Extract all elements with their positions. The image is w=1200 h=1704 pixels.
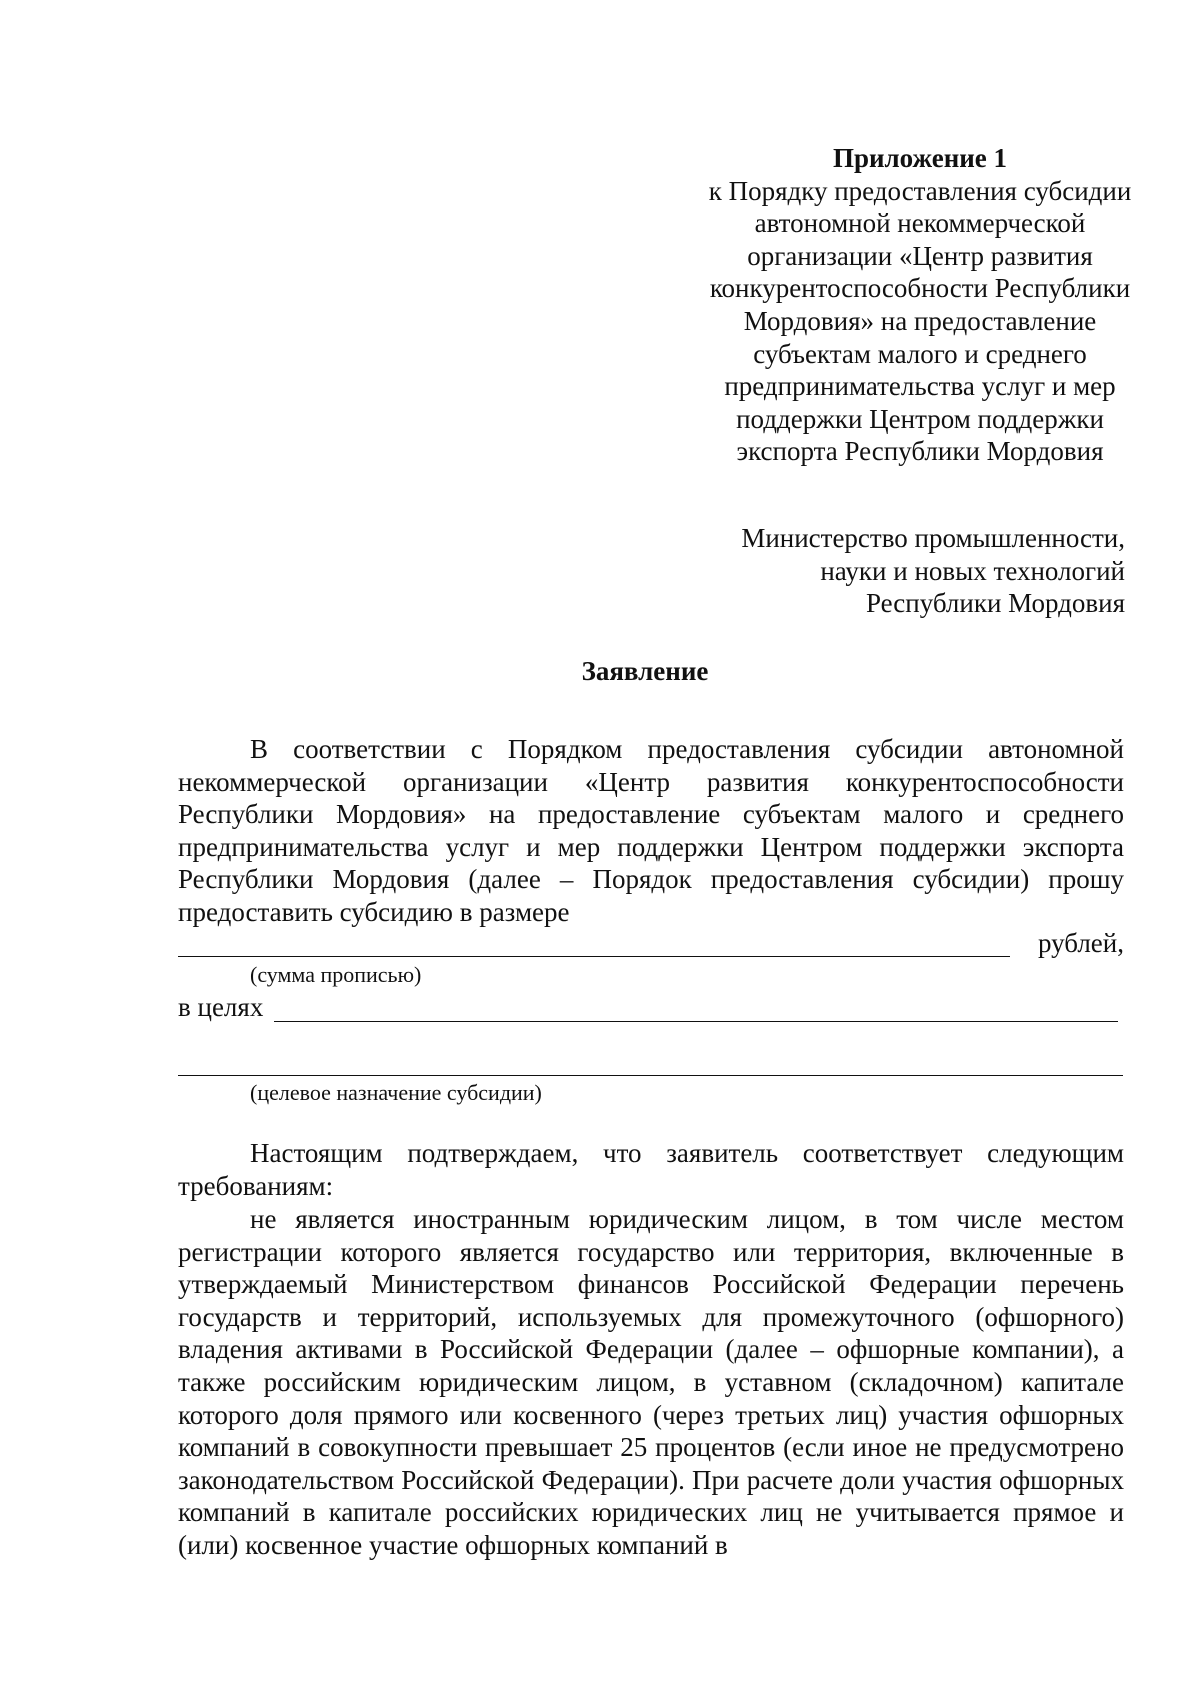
- goal-label: в целях: [178, 992, 264, 1022]
- sum-unit: рублей,: [1037, 928, 1124, 958]
- recipient-line-1: Министерство промышленности,: [741, 523, 1125, 553]
- sum-blank-rule: [178, 956, 1010, 957]
- paragraph-requirement: не является иностранным юридическим лицом, в том числе местом регистрации которого является государство или территория, включенные в утверждаемый Министерством финансов Российской Федерации перечень государств и территорий, используемых для промежуточного (офшорного) владения активами в Российской Федерации (далее – офшорные компании), а также российским юридическим лицом, в уставном (складочном) капитале которого доля прямого или косвенного (через третьих лиц) участия офшорных компаний в совокупности превышает 25 процентов (если иное не предусмотрено законодательством Российской Федерации). При расчете доли участия офшорных компаний в капитале российских юридических лиц не учитывается прямое и (или) косвенное участие офшорных компаний в: [178, 1204, 1124, 1560]
- recipient-block: [690, 522, 1125, 620]
- paragraph-request: В соответствии с Порядком предоставления субсидии автономной некоммерческой организации «Центр развития конкурентоспособности Республики Мордовия» на предоставление субъектам малого и среднего предпринимательства услуг и мер поддержки Центром поддержки экспорта Республики Мордовия (далее – Порядок предоставления субсидии) прошу предоставить субсидию в размере: [178, 734, 1124, 927]
- appendix-block: [690, 142, 1150, 468]
- goal-caption: (целевое назначение субсидии): [250, 1080, 542, 1105]
- paragraph-confirmation: Настоящим подтверждаем, что заявитель соответствует следующим требованиям:: [178, 1138, 1124, 1201]
- sum-field-line: [178, 928, 1124, 962]
- goal-blank-rule-2: [178, 1075, 1123, 1076]
- document-title: Заявление: [581, 656, 709, 686]
- appendix-heading: Приложение 1: [832, 143, 1008, 173]
- goal-field-line: [178, 992, 1118, 1026]
- goal-blank-rule: [274, 1021, 1118, 1022]
- recipient-line-2: науки и новых технологий: [820, 555, 1125, 586]
- appendix-text: к Порядку предоставления субсидии автономной некоммерческой организации «Центр развития конкурентоспособности Республики Мордовия» на предоставление субъектам малого и среднего предпринимательства услуг и мер поддержки Центром поддержки экспорта Республики Мордовия: [708, 175, 1132, 467]
- sum-caption: (сумма прописью): [250, 962, 422, 987]
- recipient-line-3: Республики Мордовия: [865, 588, 1125, 619]
